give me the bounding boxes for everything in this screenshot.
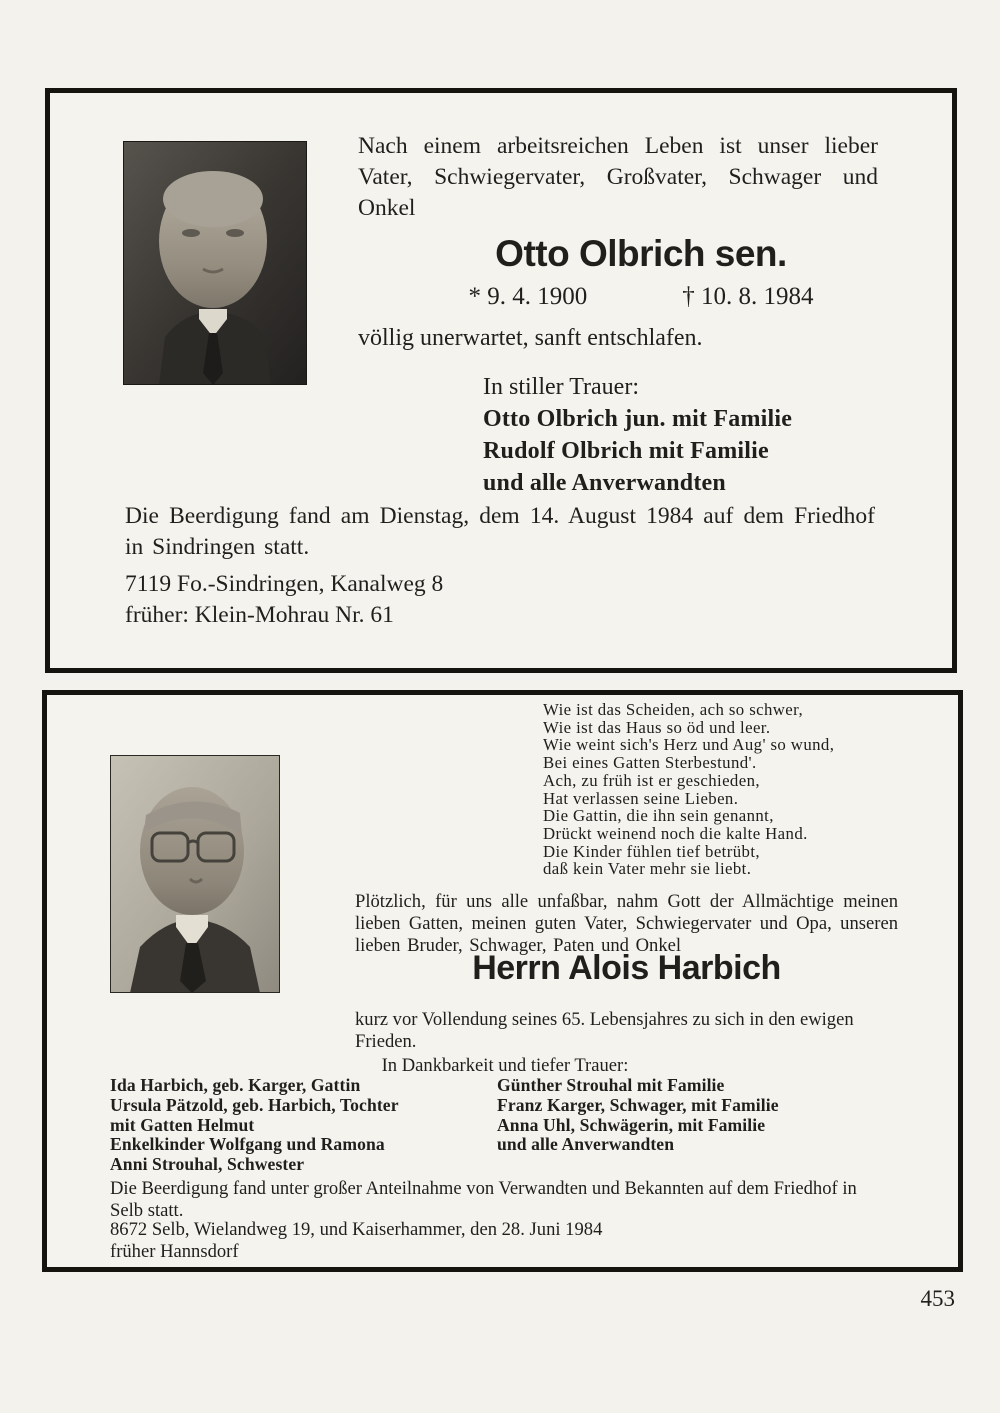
mourner-line: Anna Uhl, Schwägerin, mit Familie xyxy=(497,1114,766,1135)
portrait-photo-alois-harbich xyxy=(110,755,280,993)
intro-continuation: kurz vor Vollendung seines 65. Lebensjahres zu sich in den ewigen Frieden. xyxy=(355,1009,854,1052)
poem-line: Wie weint sich's Herz und Aug' so wund, xyxy=(543,735,835,755)
mourner-line: Enkelkinder Wolfgang und Ramona xyxy=(110,1134,385,1155)
mourner-line: und alle Anverwandten xyxy=(483,470,726,496)
poem-line: Ach, zu früh ist er geschieden, xyxy=(543,770,760,790)
deceased-name: Herrn Alois Harbich xyxy=(472,949,781,987)
birth-date: * 9. 4. 1900 xyxy=(468,283,588,310)
mourner-line: Rudolf Olbrich mit Familie xyxy=(483,438,769,464)
death-circumstance: völlig unerwartet, sanft entschlafen. xyxy=(358,325,703,351)
mourner-line: Otto Olbrich jun. mit Familie xyxy=(483,406,793,432)
former-address-line: früher Hannsdorf xyxy=(110,1241,239,1262)
mourners-block xyxy=(483,371,792,499)
mourner-line: Anni Strouhal, Schwester xyxy=(110,1154,305,1175)
poem-line: Wie ist das Haus so öd und leer. xyxy=(543,717,771,737)
intro-text: Plötzlich, für uns alle unfaßbar, nahm Gott der Allmächtige meinen lieben Gatten, meinen guten Vater, Schwiegervater und Opa, unseren lieben Bruder, Schwager, Paten und Onkel xyxy=(355,891,898,956)
burial-info: Die Beerdigung fand unter großer Anteilnahme von Verwandten und Bekannten auf dem Friedhof in Selb statt. xyxy=(110,1178,857,1221)
former-address-line: früher: Klein-Mohrau Nr. 61 xyxy=(125,602,394,628)
poem-line: Bei eines Gatten Sterbestund'. xyxy=(543,753,757,773)
mourning-label: In Dankbarkeit und tiefer Trauer: xyxy=(381,1055,629,1076)
life-dates xyxy=(358,283,924,311)
obituary-card-otto-olbrich xyxy=(45,88,957,673)
mourner-line: Ursula Pätzold, geb. Harbich, Tochter xyxy=(110,1094,399,1115)
mourner-line: Ida Harbich, geb. Karger, Gattin xyxy=(110,1075,361,1095)
mourning-label: In stiller Trauer: xyxy=(483,374,639,400)
death-date: † 10. 8. 1984 xyxy=(682,283,814,310)
poem-line: daß kein Vater mehr sie liebt. xyxy=(543,859,752,879)
mourner-line: mit Gatten Helmut xyxy=(110,1114,255,1135)
poem-line: Die Kinder fühlen tief betrübt, xyxy=(543,841,760,861)
address-line: 7119 Fo.-Sindringen, Kanalweg 8 xyxy=(125,571,444,597)
poem-line: Drückt weinend noch die kalte Hand. xyxy=(543,823,808,843)
burial-info: Die Beerdigung fand am Dienstag, dem 14. August 1984 auf dem Friedhof in Sindringen statt. xyxy=(125,503,875,560)
address-line: 8672 Selb, Wielandweg 19, und Kaiserhammer, den 28. Juni 1984 xyxy=(110,1219,603,1240)
mourners-column-left xyxy=(110,1076,399,1175)
page-number: 453 xyxy=(920,1286,955,1311)
intro-text: Nach einem arbeitsreichen Leben ist unser lieber Vater, Schwiegervater, Großvater, Schwager und Onkel xyxy=(358,133,878,221)
mourners-column-right xyxy=(497,1076,779,1155)
deceased-name: Otto Olbrich sen. xyxy=(495,233,787,274)
poem-line: Die Gattin, die ihn sein genannt, xyxy=(543,806,774,826)
poem-line: Wie ist das Scheiden, ach so schwer, xyxy=(543,700,804,719)
poem-line: Hat verlassen seine Lieben. xyxy=(543,788,739,808)
mourner-line: Günther Strouhal mit Familie xyxy=(497,1075,725,1095)
mourner-line: und alle Anverwandten xyxy=(497,1134,675,1155)
mourner-line: Franz Karger, Schwager, mit Familie xyxy=(497,1094,779,1115)
obituary-card-alois-harbich xyxy=(42,690,963,1272)
portrait-photo-otto-olbrich xyxy=(123,141,307,385)
memorial-poem xyxy=(543,701,834,878)
